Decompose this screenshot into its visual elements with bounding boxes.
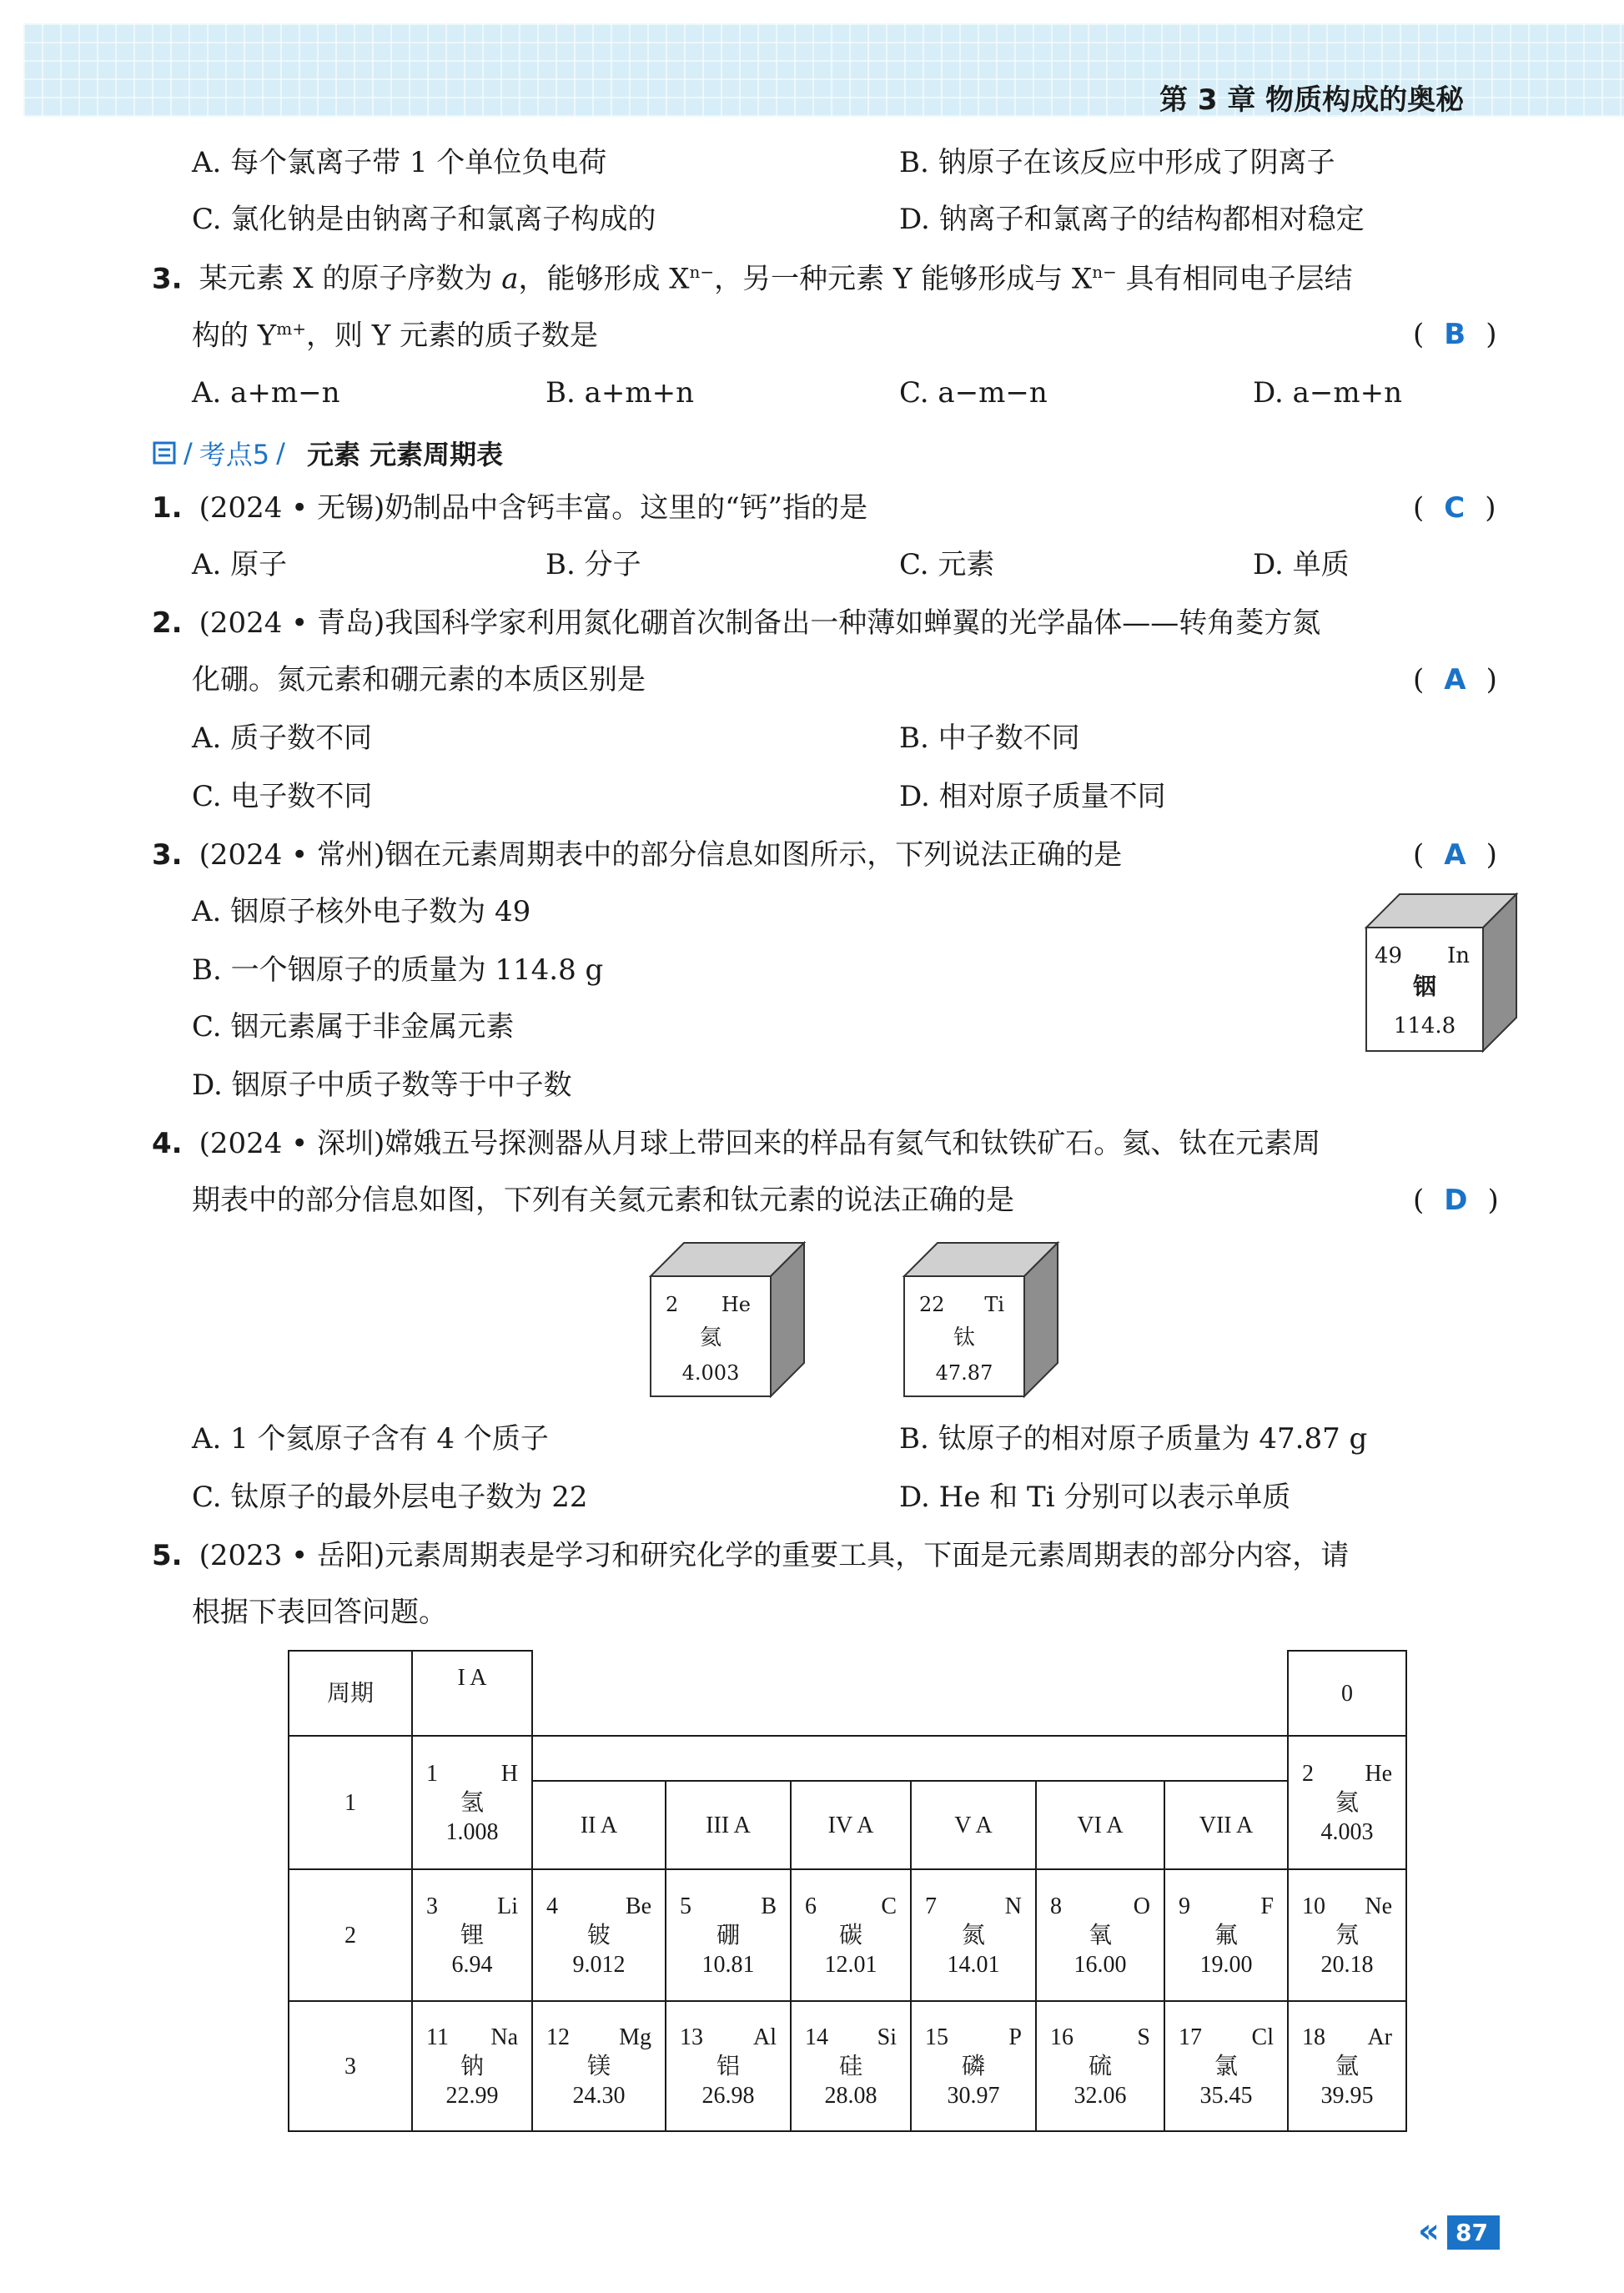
q3-prev-option-d: D. a−m+n — [1253, 376, 1403, 410]
element-cube-helium — [649, 1241, 807, 1400]
q1-answer: ( C ) — [1413, 491, 1496, 525]
periodic-table — [288, 1650, 1407, 2132]
element-cl: 17 Cl 氯 35.45 — [1164, 2001, 1288, 2131]
q3-stem: 3. (2024 • 常州)铟在元素周期表中的部分信息如图所示，下列说法正确的是 — [152, 838, 1123, 872]
element-o: 8 O 氧 16.00 — [1036, 1869, 1164, 2001]
element-si: 14 Si 硅 28.08 — [791, 2001, 911, 2131]
q4-option-a: A. 1 个氦原子含有 4 个质子 — [192, 1422, 549, 1456]
section-title: 元素 元素周期表 — [306, 439, 504, 470]
element-he: 2 He 氦 4.003 — [1288, 1736, 1406, 1869]
element-be: 4 Be 铍 9.012 — [532, 1869, 666, 2001]
q2-stem-line1: 2. (2024 • 青岛)我国科学家利用氮化硼首次制备出一种薄如蝉翼的光学晶体——转角菱方氮 — [152, 606, 1321, 640]
q5-stem-line1: 5. (2023 • 岳阳)元素周期表是学习和研究化学的重要工具，下面是元素周期表的部分内容，请 — [152, 1539, 1350, 1572]
group-4a: IV A — [791, 1781, 911, 1869]
q3-option-c: C. 铟元素属于非金属元素 — [192, 1010, 515, 1043]
q4-option-b: B. 钛原子的相对原子质量为 47.87 g — [899, 1422, 1368, 1456]
q4-option-c: C. 钛原子的最外层电子数为 22 — [192, 1481, 588, 1514]
cube-mass: 4.003 — [681, 1361, 740, 1385]
section-label: 考点5 — [199, 439, 270, 470]
q4-stem-line2: 期表中的部分信息如图，下列有关氦元素和钛元素的说法正确的是 — [192, 1184, 1014, 1217]
q4-option-d: D. He 和 Ti 分别可以表示单质 — [899, 1481, 1291, 1514]
header-period: 周期 — [289, 1651, 412, 1736]
question-number: 3. — [152, 262, 183, 296]
element-s: 16 S 硫 32.06 — [1036, 2001, 1164, 2131]
cube-name: 钛 — [953, 1325, 976, 1350]
group-6a: VI A — [1036, 1781, 1164, 1869]
q3-prev-line1: 3. 某元素 X 的原子序数为 a，能够形成 $X^{n-}$，另一种元素 Y 能够形成与 $X^{n-}$ 具有相同电子层结 — [152, 262, 1353, 296]
q2-option-a: A. 质子数不同 — [192, 722, 373, 755]
q2-option-d: D. 相对原子质量不同 — [899, 780, 1166, 813]
q3-prev-option-c: C. a−m−n — [899, 376, 1048, 410]
q3-answer: ( A ) — [1413, 838, 1497, 872]
cube-symbol: In — [1446, 943, 1470, 968]
cube-atomic-number: 2 — [666, 1293, 679, 1316]
prev-option-d: D. 钠离子和氯离子的结构都相对稳定 — [899, 203, 1365, 236]
q2-option-c: C. 电子数不同 — [192, 780, 373, 813]
q3-option-a: A. 铟原子核外电子数为 49 — [192, 895, 531, 928]
group-5a: V A — [911, 1781, 1036, 1869]
period-3: 3 — [289, 2001, 412, 2131]
element-n: 7 N 氮 14.01 — [911, 1869, 1036, 2001]
page-chevron-icon: « — [1418, 2212, 1440, 2250]
cube-name: 氦 — [699, 1325, 722, 1350]
q2-stem-line2: 化硼。氮元素和硼元素的本质区别是 — [192, 663, 646, 696]
element-p: 15 P 磷 30.97 — [911, 2001, 1036, 2131]
q1-option-c: C. 元素 — [899, 548, 995, 581]
period-3-row — [289, 2001, 1406, 2131]
cube-mass: 114.8 — [1393, 1013, 1456, 1038]
cube-atomic-number: 49 — [1375, 943, 1403, 968]
cube-symbol: He — [721, 1293, 751, 1316]
element-na: 11 Na 钠 22.99 — [412, 2001, 532, 2131]
q2-option-b: B. 中子数不同 — [899, 722, 1080, 755]
cube-mass: 47.87 — [935, 1361, 993, 1385]
q3-prev-line2: 构的 $Y^{m+}$，则 Y 元素的质子数是 — [192, 319, 599, 353]
cube-atomic-number: 22 — [919, 1293, 945, 1316]
prev-option-a: A. 每个氯离子带 1 个单位负电荷 — [192, 146, 607, 179]
q1-option-b: B. 分子 — [546, 548, 641, 581]
group-0: 0 — [1288, 1651, 1406, 1736]
element-f: 9 F 氟 19.00 — [1164, 1869, 1288, 2001]
prev-option-b: B. 钠原子在该反应中形成了阴离子 — [899, 146, 1335, 179]
group-3a: III A — [666, 1781, 791, 1869]
group-2a: II A — [532, 1781, 666, 1869]
q4-answer: ( D ) — [1413, 1184, 1499, 1217]
element-cube-titanium — [903, 1241, 1061, 1400]
period-2-row — [289, 1869, 1406, 2001]
element-cube-indium — [1365, 893, 1520, 1054]
section-heading: / 考点5 / 元素 元素周期表 — [152, 434, 503, 472]
element-c: 6 C 碳 12.01 — [791, 1869, 911, 2001]
q1-option-d: D. 单质 — [1253, 548, 1350, 581]
element-li: 3 Li 锂 6.94 — [412, 1869, 532, 2001]
group-7a: VII A — [1164, 1781, 1288, 1869]
element-mg: 12 Mg 镁 24.30 — [532, 2001, 666, 2131]
element-ar: 18 Ar 氩 39.95 — [1288, 2001, 1406, 2131]
period-2: 2 — [289, 1869, 412, 2001]
chapter-title: 第 3 章 物质构成的奥秘 — [1159, 83, 1465, 117]
q1-stem: 1. (2024 • 无锡)奶制品中含钙丰富。这里的“钙”指的是 — [152, 491, 868, 525]
element-ne: 10 Ne 氖 20.18 — [1288, 1869, 1406, 2001]
q4-stem-line1: 4. (2024 • 深圳)嫦娥五号探测器从月球上带回来的样品有氦气和钛铁矿石。氦、钛在元素周 — [152, 1127, 1321, 1160]
q3-prev-option-a: A. a+m−n — [192, 376, 340, 410]
q5-stem-line2: 根据下表回答问题。 — [192, 1596, 447, 1629]
q3-option-d: D. 铟原子中质子数等于中子数 — [192, 1069, 572, 1102]
page-number: 87 — [1447, 2215, 1500, 2250]
prev-option-c: C. 氯化钠是由钠离子和氯离子构成的 — [192, 203, 656, 236]
period-1: 1 — [289, 1736, 412, 1869]
q2-answer: ( A ) — [1413, 663, 1497, 696]
q3-option-b: B. 一个铟原子的质量为 114.8 g — [192, 953, 604, 987]
q1-option-a: A. 原子 — [192, 548, 288, 581]
q3-prev-answer: ( B ) — [1413, 318, 1497, 351]
q3-prev-option-b: B. a+m+n — [546, 376, 694, 410]
element-h: 1 H 氢 1.008 — [412, 1736, 532, 1869]
cube-name: 铟 — [1412, 973, 1437, 1000]
element-al: 13 Al 铝 26.98 — [666, 2001, 791, 2131]
element-b: 5 B 硼 10.81 — [666, 1869, 791, 2001]
section-icon — [152, 440, 177, 465]
cube-symbol: Ti — [984, 1293, 1004, 1316]
group-1a: I A — [412, 1651, 532, 1736]
